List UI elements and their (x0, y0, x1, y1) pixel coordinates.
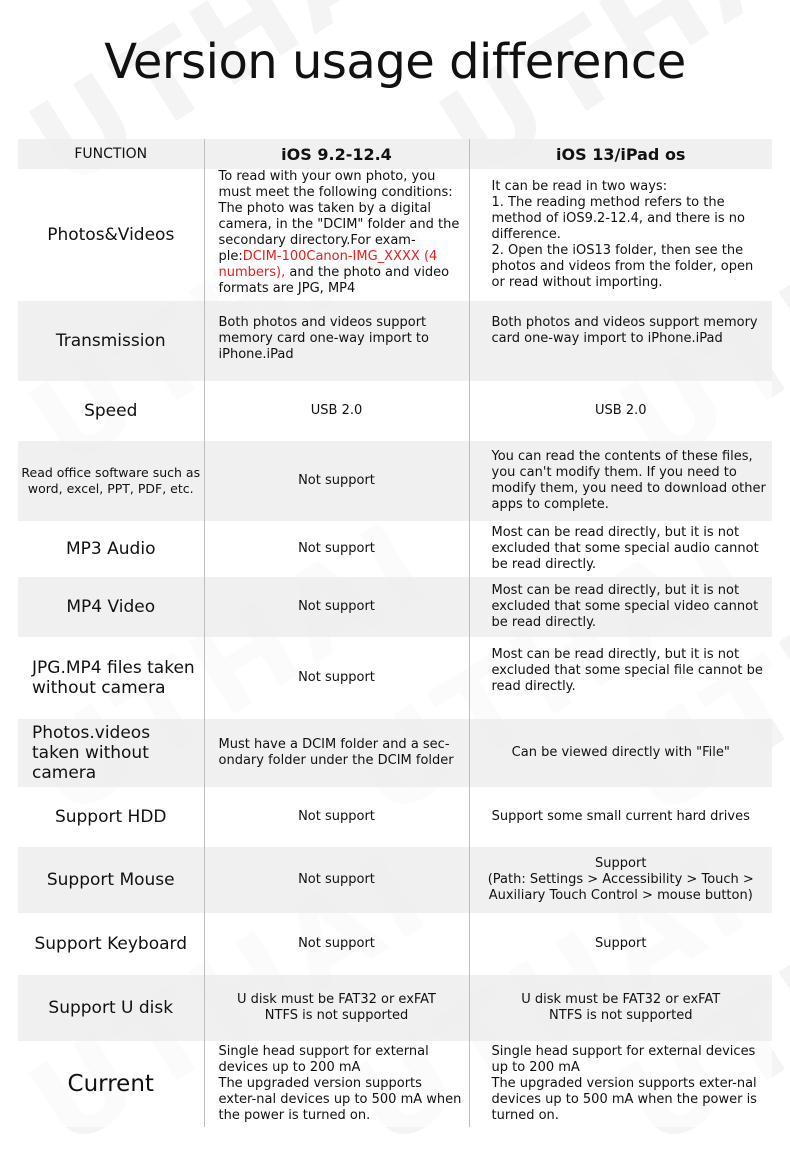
row-function: Read office software such as word, excel, PPT, PDF, etc. (18, 441, 204, 521)
table-row (18, 301, 772, 381)
table-row (18, 847, 772, 913)
row-ios-old-value: Not support (204, 637, 469, 719)
table-row (18, 169, 772, 301)
row-ios-old-value: Not support (204, 787, 469, 847)
table-row (18, 719, 772, 787)
row-ios-old-value: Single head support for external devices up to 200 mA The upgraded version supports exter-nal devices up to 500 mA when the power is turned on. (204, 1041, 469, 1127)
row-function: Support HDD (18, 787, 204, 847)
row-ios-old-value (204, 169, 469, 301)
header-ios-old: iOS 9.2-12.4 (204, 139, 469, 169)
header-function: FUNCTION (18, 139, 204, 169)
row-ios-new-value: Support (469, 913, 772, 975)
table-row (18, 521, 772, 577)
row-function: Photos&Videos (18, 169, 204, 301)
row-ios-new-value: Can be viewed directly with "File" (469, 719, 772, 787)
photos-format-text: and the photo and video formats are JPG, MP4 (218, 265, 450, 296)
header-ios-new: iOS 13/iPad os (469, 139, 772, 169)
row-ios-new-value: Support (Path: Settings > Accessibility > Touch > Auxiliary Touch Control > mouse button) (469, 847, 772, 913)
table-row (18, 975, 772, 1041)
row-function: JPG.MP4 files taken without camera (18, 637, 204, 719)
row-ios-old-value: Not support (204, 913, 469, 975)
row-function: Support Keyboard (18, 913, 204, 975)
row-function: Speed (18, 381, 204, 441)
table-row (18, 637, 772, 719)
table-row (18, 381, 772, 441)
row-ios-old-value: Not support (204, 521, 469, 577)
row-ios-new-value: U disk must be FAT32 or exFAT NTFS is not supported (469, 975, 772, 1041)
row-ios-old-value: Not support (204, 847, 469, 913)
page-title: Version usage difference (104, 34, 686, 90)
row-function: Photos.videos taken without camera (18, 719, 204, 787)
table-header-row (18, 139, 772, 169)
row-ios-new-value: Most can be read directly, but it is not excluded that some special video cannot be read directly. (469, 577, 772, 637)
photos-example-highlight: DCIM-100Canon-IMG_XXXX (4 numbers), (218, 249, 438, 280)
row-function: Transmission (18, 301, 204, 381)
row-ios-new-value: Most can be read directly, but it is not excluded that some special audio cannot be read directly. (469, 521, 772, 577)
row-function: Support Mouse (18, 847, 204, 913)
row-function: Support U disk (18, 975, 204, 1041)
row-ios-new-value: Single head support for external devices up to 200 mA The upgraded version supports exter-nal devices up to 500 mA when the power is turned on. (469, 1041, 772, 1127)
row-ios-new-value: Most can be read directly, but it is not excluded that some special file cannot be read directly. (469, 637, 772, 719)
row-function: Current (18, 1041, 204, 1127)
row-ios-new-value: You can read the contents of these files, you can't modify them. If you need to modify them, you need to download other apps to complete. (469, 441, 772, 521)
table-row (18, 913, 772, 975)
table-row (18, 1041, 772, 1127)
row-ios-old-value: Not support (204, 441, 469, 521)
table-row (18, 441, 772, 521)
table-row (18, 787, 772, 847)
row-ios-old-value: USB 2.0 (204, 381, 469, 441)
row-ios-new-value: Both photos and videos support memory card one-way import to iPhone.iPad (469, 301, 772, 381)
row-ios-new-value: Support some small current hard drives (469, 787, 772, 847)
photos-conditions-text: To read with your own photo, you must meet the following conditions: The photo was taken by a digital camera, in the "DCIM" folder and the secondary directory.For exam-ple: (218, 169, 460, 264)
row-ios-old-value: Both photos and videos support memory card one-way import to iPhone.iPad (204, 301, 469, 381)
row-ios-new-value: USB 2.0 (469, 381, 772, 441)
row-ios-old-value: Must have a DCIM folder and a sec-ondary folder under the DCIM folder (204, 719, 469, 787)
table-row (18, 577, 772, 637)
row-function: MP3 Audio (18, 521, 204, 577)
row-ios-old-value: Not support (204, 577, 469, 637)
row-ios-old-value: U disk must be FAT32 or exFAT NTFS is not supported (204, 975, 469, 1041)
row-ios-new-value: It can be read in two ways: 1. The reading method refers to the method of iOS9.2-12.4, and there is no difference. 2. Open the iOS13 folder, then see the photos and videos from the folder, open or read without importing. (469, 169, 772, 301)
row-function: MP4 Video (18, 577, 204, 637)
comparison-table (18, 139, 772, 1127)
